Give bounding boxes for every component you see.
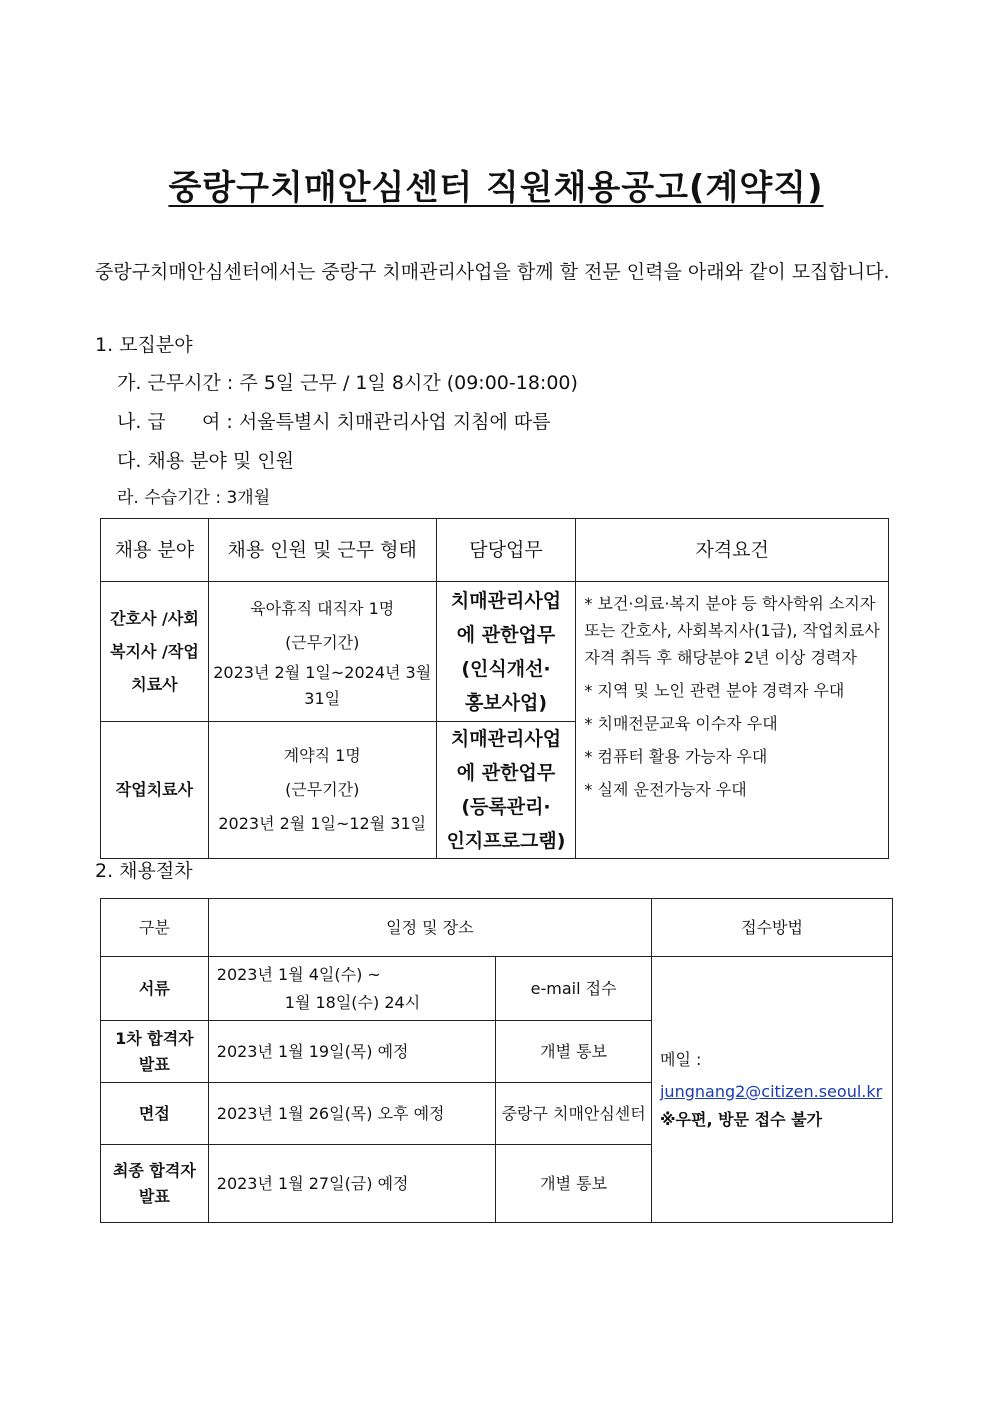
place-cell: 개별 통보 xyxy=(496,1021,652,1083)
duty-cell: 치매관리사업 에 관한업무 (등록관리· 인지프로그램) xyxy=(436,722,576,859)
intro-paragraph: 중랑구치매안심센터에서는 중랑구 치매관리사업을 함께 할 전문 인력을 아래와 같이 모집합니다. xyxy=(95,261,890,283)
section1-heading: 1. 모집분야 xyxy=(95,334,193,356)
field-cell: 간호사 /사회복지사 /작업치료사 xyxy=(101,582,209,722)
place-cell: 개별 통보 xyxy=(496,1145,652,1223)
stage-cell: 서류 xyxy=(101,957,209,1021)
place-cell: 중랑구 치매안심센터 xyxy=(496,1083,652,1145)
positions-heading: 다. 채용 분야 및 인원 xyxy=(117,450,295,472)
section2-heading: 2. 채용절차 xyxy=(95,860,193,882)
staff-cell: 육아휴직 대직자 1명 (근무기간) 2023년 2월 1일~2024년 3월 31일 xyxy=(208,582,436,722)
schedule-cell: 2023년 1월 4일(수) ~ 1월 18일(수) 24시 xyxy=(208,957,496,1021)
stage-cell: 면접 xyxy=(101,1083,209,1145)
salary: 나. 급 여 : 서울특별시 치매관리사업 지침에 따름 xyxy=(117,411,551,433)
header-method: 접수방법 xyxy=(651,899,892,957)
probation: 라. 수습기간 : 3개월 xyxy=(117,488,271,508)
recruitment-table xyxy=(100,518,889,859)
header-qualification: 자격요건 xyxy=(576,519,889,582)
place-cell: e-mail 접수 xyxy=(496,957,652,1021)
duty-cell: 치매관리사업 에 관한업무 (인식개선· 홍보사업) xyxy=(436,582,576,722)
header-duty: 담당업무 xyxy=(436,519,576,582)
schedule-cell: 2023년 1월 26일(목) 오후 예정 xyxy=(208,1083,496,1145)
staff-cell: 계약직 1명 (근무기간) 2023년 2월 1일~12월 31일 xyxy=(208,722,436,859)
field-cell: 작업치료사 xyxy=(101,722,209,859)
header-stage: 구분 xyxy=(101,899,209,957)
page-title: 중랑구치매안심센터 직원채용공고(계약직) xyxy=(168,168,824,208)
header-staff: 채용 인원 및 근무 형태 xyxy=(208,519,436,582)
header-field: 채용 분야 xyxy=(101,519,209,582)
procedure-table xyxy=(100,898,893,1223)
schedule-cell: 2023년 1월 27일(금) 예정 xyxy=(208,1145,496,1223)
schedule-cell: 2023년 1월 19일(목) 예정 xyxy=(208,1021,496,1083)
method-cell xyxy=(651,957,892,1223)
stage-cell: 최종 합격자 발표 xyxy=(101,1145,209,1223)
qualification-cell: * 보건·의료·복지 분야 등 학사학위 소지자 또는 간호사, 사회복지사(1급), 작업치료사 자격 취득 후 해당분야 2년 이상 경력자 * 지역 및 노인 관련 분야 경력자 우대 * 치매전문교육 이수자 우대 * 컴퓨터 활용 가능자 우대 * 실제 운전가능자 우대 xyxy=(576,582,889,859)
work-hours: 가. 근무시간 : 주 5일 근무 / 1일 8시간 (09:00-18:00) xyxy=(117,372,578,394)
stage-cell: 1차 합격자 발표 xyxy=(101,1021,209,1083)
email-link[interactable]: jungnang2@citizen.seoul.kr xyxy=(659,1081,883,1101)
header-schedule: 일정 및 장소 xyxy=(208,899,651,957)
method-note: ※우편, 방문 접수 불가 xyxy=(659,1109,822,1129)
method-label: 메일 : xyxy=(659,1049,702,1069)
